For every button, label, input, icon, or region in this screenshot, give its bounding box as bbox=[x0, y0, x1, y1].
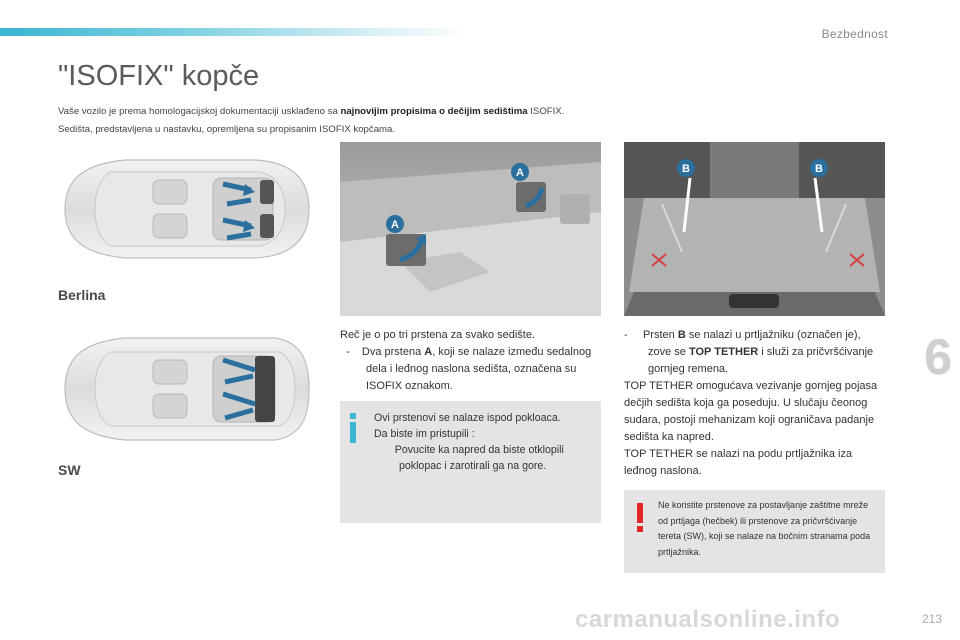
marker-a-upper: A bbox=[516, 167, 524, 179]
bullet-dash: - bbox=[346, 346, 350, 358]
marker-b-right: B bbox=[815, 163, 823, 175]
ring-a-text-1: Dva prstena bbox=[361, 346, 425, 358]
bullet-dash: - bbox=[624, 329, 628, 341]
warning-text: Ne koristite prstenove za postavljanje zaštitne mreže od prtljaga (hečbek) ili prstenove za pričvršćivanje tereta (SW), koji se nalaze na bočnim stranama poda prtljažnika. bbox=[658, 500, 871, 557]
ring-b-text-2: se nalazi u prtljažniku (označen je), zove se bbox=[648, 329, 861, 358]
top-tether-bold: TOP TETHER bbox=[688, 346, 759, 358]
top-tether-description bbox=[624, 327, 886, 480]
info-bullet bbox=[374, 442, 596, 474]
top-tether-para1: TOP TETHER omogućava vezivanje gornjeg pojasa dečjih sedišta koja ga poseduju. U slučaju čeonog sudara, postoji mehanizam koji ograničava padanje sedišta ka napred. bbox=[624, 380, 878, 443]
page-title: "ISOFIX" kopče bbox=[58, 60, 260, 92]
ring-b-text-3: i služi za pričvršćivanje gornjeg remena. bbox=[648, 346, 874, 375]
sw-top-view-illustration bbox=[55, 330, 313, 448]
sw-label: SW bbox=[58, 462, 81, 478]
marker-a-lower: A bbox=[391, 219, 399, 231]
ring-a-text-2: , koji se nalaze između sedalnog dela i leđnog naslona sedišta, označena su ISOFIX oznakom. bbox=[366, 346, 592, 392]
sedan-top-view-illustration bbox=[55, 150, 313, 268]
ring-b-item bbox=[624, 327, 886, 378]
isofix-ring-a-item bbox=[340, 344, 602, 395]
warning-box bbox=[624, 490, 885, 573]
intro-line1-part2: ISOFIX. bbox=[527, 106, 565, 117]
sedan-label: Berlina bbox=[58, 287, 106, 303]
top-tether-para2: TOP TETHER se nalazi na podu prtljažnika iza leđnog naslona. bbox=[624, 448, 853, 477]
chapter-number: 6 bbox=[924, 329, 952, 385]
info-bullet-text: Povucite ka napred da biste otklopili poklopac i zarotirali ga na gore. bbox=[394, 444, 564, 472]
intro-line1-bold: najnovijim propisima o dečijim sedištima bbox=[340, 106, 528, 117]
marker-b-left: B bbox=[682, 163, 690, 175]
intro-line2: Sedišta, predstavljena u nastavku, opremljena su propisanim ISOFIX kopčama. bbox=[58, 124, 396, 135]
intro-text bbox=[58, 103, 618, 139]
info-text bbox=[374, 410, 596, 474]
page-number: 213 bbox=[921, 612, 942, 626]
ring-a-bold: A bbox=[424, 346, 433, 358]
header-accent-bar bbox=[0, 28, 470, 36]
warning-exclamation-icon bbox=[635, 503, 645, 533]
watermark: carmanualsonline.info bbox=[575, 606, 841, 633]
info-line1: Ovi prstenovi se nalaze ispod pokloaca. bbox=[374, 412, 561, 424]
info-line2: Da biste im pristupili : bbox=[374, 428, 475, 440]
isofix-count-text: Reč je o po tri prstena za svako sedište. bbox=[340, 329, 536, 341]
top-tether-trunk-photo bbox=[624, 142, 885, 316]
section-label: Bezbednost bbox=[821, 27, 888, 41]
ring-b-bold: B bbox=[677, 329, 686, 341]
isofix-description bbox=[340, 327, 602, 395]
intro-line1-part1: Vaše vozilo je prema homologacijskoj dokumentaciji usklađeno sa bbox=[58, 106, 341, 117]
isofix-seat-photo bbox=[340, 142, 601, 316]
ring-b-text-1: Prsten bbox=[642, 329, 678, 341]
info-box bbox=[340, 401, 601, 523]
info-icon bbox=[348, 413, 358, 443]
